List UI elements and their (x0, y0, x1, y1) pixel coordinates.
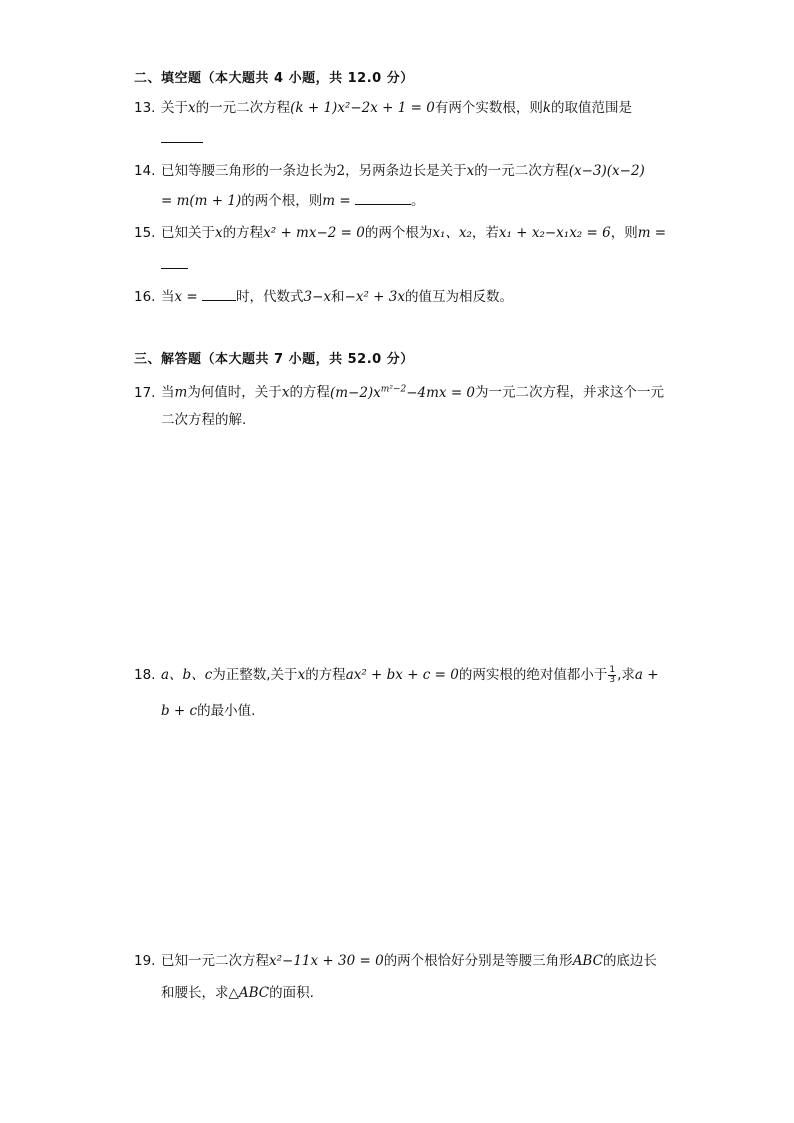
equation: (k + 1)x²−2x + 1 = 0 (290, 100, 435, 116)
question-15: 15. 已知关于x的方程x² + mx−2 = 0的两个根为x₁、x₂，若x₁ + x₂−x₁x₂ = 6，则m = (134, 225, 667, 241)
equation: x²−11x + 30 = 0 (269, 953, 384, 969)
question-19-line-2: 和腰长，求△ABC的面积. (161, 985, 314, 1001)
answer-blank-14[interactable] (355, 190, 411, 205)
question-16: 16. 当x = 时，代数式3−x和−x² + 3x的值互为相反数。 (134, 286, 513, 307)
question-number: 14. (134, 163, 156, 179)
question-number: 15. (134, 225, 156, 241)
answer-blank-13[interactable] (161, 128, 203, 149)
question-number: 19. (134, 953, 156, 969)
equation: (x−3)(x−2) (568, 163, 645, 179)
equation: ax² + bx + c = 0 (345, 667, 459, 683)
question-number: 17. (134, 384, 156, 401)
question-number: 13. (134, 100, 156, 116)
equation: x² + mx−2 = 0 (263, 225, 365, 241)
fraction-one-third: $\frac{1}{3}$ (609, 664, 616, 685)
question-19: 19. 已知一元二次方程x²−11x + 30 = 0的两个根恰好分别是等腰三角形ABC的底边长 (134, 953, 657, 969)
question-18-line-2: b + c的最小值. (161, 703, 256, 719)
answer-blank-15[interactable] (161, 254, 188, 275)
question-14-line-2: = m(m + 1)的两个根，则m = 。 (161, 190, 424, 211)
question-18: 18. a、b、c为正整数,关于x的方程ax² + bx + c = 0的两实根的绝对值都小于 $\frac{1}{3}$ ,求a + (134, 664, 659, 685)
question-14: 14. 已知等腰三角形的一条边长为2，另两条边长是关于x的一元二次方程(x−3)(x−2) (134, 163, 645, 179)
answer-blank-16[interactable] (202, 286, 236, 301)
section-title-solutions: 三、解答题（本大题共 7 小题，共 52.0 分） (134, 352, 414, 367)
question-number: 16. (134, 289, 156, 305)
question-13: 13. 关于x的一元二次方程(k + 1)x²−2x + 1 = 0有两个实数根，则k的取值范围是 (134, 100, 633, 116)
question-17: 17. 当m为何值时，关于x的方程$(m-2)x^{m^2-2}-4mx = 0$为一元二次方程，并求这个一元 (134, 384, 665, 401)
question-17-line-2: 二次方程的解. (161, 412, 247, 428)
question-number: 18. (134, 667, 156, 683)
equation: $(m-2)x^{m^2-2}-4mx = 0$ (329, 384, 476, 401)
section-title-fill-in: 二、填空题（本大题共 4 小题，共 12.0 分） (134, 71, 414, 86)
